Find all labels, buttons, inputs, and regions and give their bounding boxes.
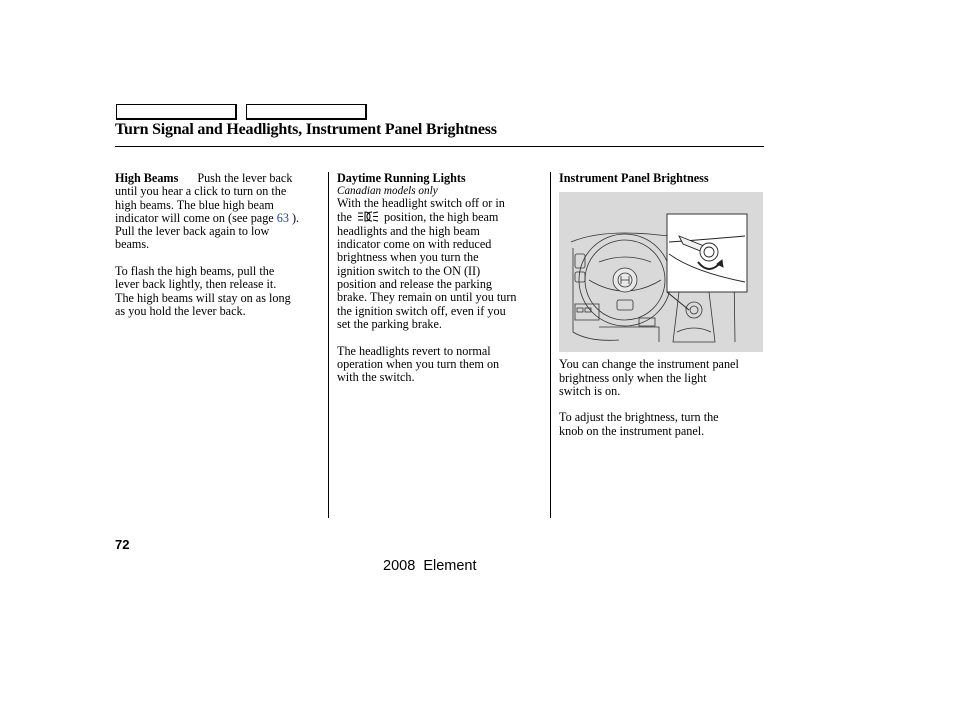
text-line: Push the lever back <box>197 171 293 185</box>
page-63-link[interactable]: 63 <box>276 210 289 225</box>
high-beams-heading: High Beams <box>115 171 179 185</box>
text-line: Pull the lever back again to low <box>115 224 270 239</box>
text-line: high beams. The blue high beam <box>115 197 274 212</box>
nav-tab-index[interactable] <box>246 104 367 120</box>
text-line: set the parking brake. <box>337 316 442 331</box>
column-divider-1 <box>328 172 329 518</box>
text-line: operation when you turn them on <box>337 356 500 371</box>
text-line: indicator will come on (see page <box>115 210 274 225</box>
instrument-panel-paragraph-2 <box>559 411 765 438</box>
instrument-panel-paragraph-1 <box>559 358 765 398</box>
headlight-icon <box>357 211 379 225</box>
text-line: position and release the parking <box>337 277 493 292</box>
column-high-beams <box>115 172 323 318</box>
text-line: The headlights revert to normal <box>337 343 491 358</box>
page-number: 72 <box>115 537 130 552</box>
drl-model-note: Canadian models only <box>337 185 438 198</box>
text-line: as you hold the lever back. <box>115 303 246 318</box>
text-line: headlights and the high beam <box>337 223 480 238</box>
high-beams-paragraph-1 <box>115 172 323 252</box>
column-divider-2 <box>550 172 551 518</box>
drl-heading: Daytime Running Lights <box>337 171 466 185</box>
text-line: brightness only when the light <box>559 370 707 385</box>
text-line: To adjust the brightness, turn the <box>559 410 719 425</box>
text-line: indicator come on with reduced <box>337 237 492 252</box>
nav-tab-main[interactable] <box>116 104 237 120</box>
text-line: ignition switch to the ON (II) <box>337 263 481 278</box>
text-line: lever back lightly, then release it. <box>115 277 277 292</box>
instrument-panel-illustration <box>559 192 763 352</box>
text-line: ). <box>292 210 300 225</box>
text-line: the <box>337 209 352 224</box>
title-divider <box>115 146 764 147</box>
text-line: You can change the instrument panel <box>559 357 739 372</box>
text-line: With the headlight switch off or in <box>337 196 505 211</box>
text-line: position, the high beam <box>383 209 499 224</box>
instrument-panel-heading: Instrument Panel Brightness <box>559 171 709 185</box>
footer-model: 2008 Element <box>383 558 477 574</box>
text-line: switch is on. <box>559 383 621 398</box>
text-line: To flash the high beams, pull the <box>115 264 275 279</box>
text-line: The high beams will stay on as long <box>115 290 291 305</box>
text-line: beams. <box>115 237 150 252</box>
text-line: the ignition switch off, even if you <box>337 303 506 318</box>
column-daytime-running-lights <box>337 172 543 384</box>
high-beams-paragraph-2 <box>115 265 323 318</box>
text-line: brake. They remain on until you turn <box>337 290 517 305</box>
drl-paragraph-2 <box>337 345 543 385</box>
text-line: until you hear a click to turn on the <box>115 184 287 199</box>
page-title: Turn Signal and Headlights, Instrument Panel Brightness <box>115 121 497 138</box>
text-line: brightness when you turn the <box>337 250 479 265</box>
text-line: knob on the instrument panel. <box>559 423 705 438</box>
column-instrument-panel-brightness <box>559 172 765 438</box>
drl-paragraph-1 <box>337 197 543 331</box>
text-line: with the switch. <box>337 370 415 385</box>
